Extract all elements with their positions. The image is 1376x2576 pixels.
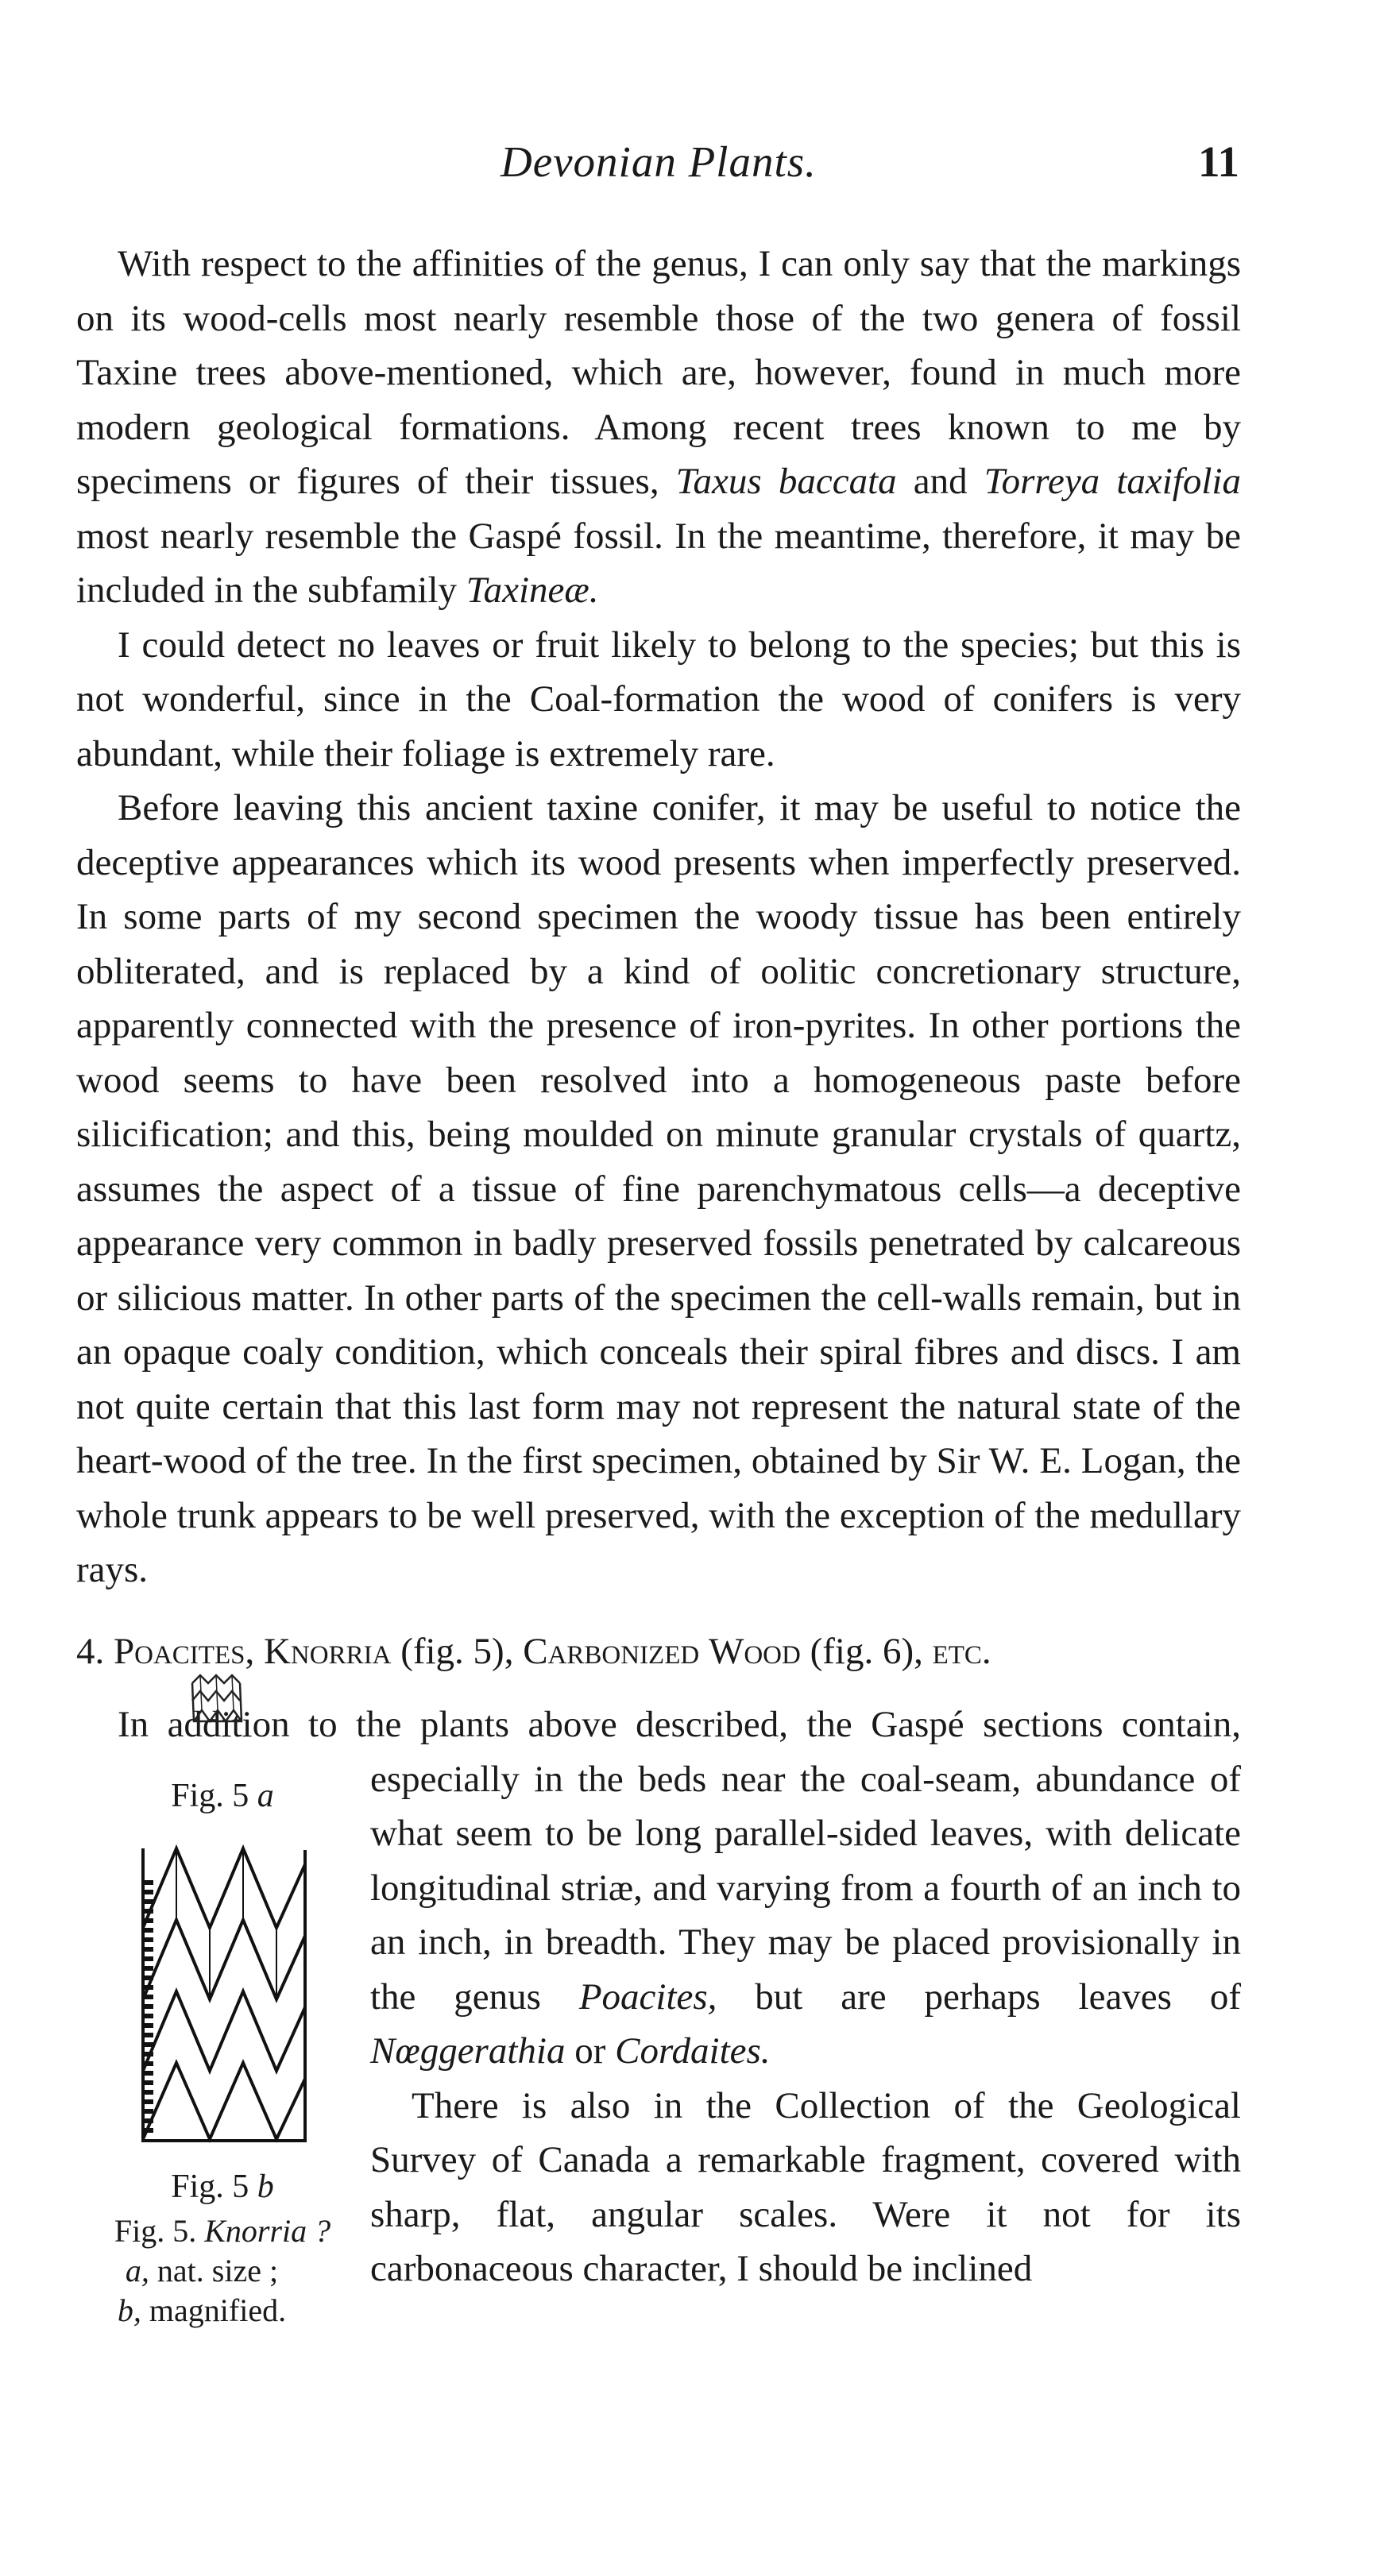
figure-label-text: Fig. 5	[171, 1777, 257, 1814]
text-run: and	[896, 461, 984, 502]
caption-genus: Knorria ?	[204, 2212, 331, 2249]
species-name: Torreya taxifolia	[984, 461, 1241, 502]
figure-5-caption	[54, 2211, 350, 2331]
figure-5b-label	[54, 2160, 350, 2215]
text-run: what seem to be long parallel-sided leaves, with delicate longitudinal striæ, and varying from a fourth of an inch to an inch, in breadth. They may be placed provisionally in the genus	[370, 1813, 1241, 2018]
section-term: Knorria	[263, 1630, 392, 1672]
knorria-natural-size-illustration	[189, 1674, 246, 1745]
section-term: etc.	[932, 1630, 991, 1672]
caption-letter: a,	[125, 2252, 149, 2288]
figure-knorria	[54, 1752, 350, 2442]
subfamily-name: Taxineæ.	[466, 570, 599, 611]
text-run: or	[565, 2030, 616, 2072]
section-term: Wood	[708, 1630, 801, 1672]
species-name: Taxus baccata	[675, 461, 897, 502]
figure-reference: (fig. 5),	[400, 1630, 514, 1672]
figure-reference: (fig. 6),	[810, 1630, 923, 1672]
caption-text: nat. size ;	[149, 2252, 279, 2288]
text-run: With respect to the affinities of the genus, I can only say that the markings on its wood-cells most nearly resemble those of the two genera of fossil Taxine trees above-mentioned, which are, however, found in much more modern geological formations. Among recent trees known to me by specimens or figures of their tissues,	[76, 243, 1241, 502]
body-text	[76, 237, 1241, 2442]
text-run: most nearly resemble the Gaspé fossil. In the meantime, therefore, it may be included in the subfamily	[76, 515, 1241, 611]
figure-label-text: Fig. 5	[171, 2168, 257, 2205]
text-run: In addition to the plants above described, the Gaspé sections contain, especially in the beds near the coal-seam, abundance of	[118, 1704, 1241, 1800]
knorria-magnified-illustration	[126, 1833, 316, 2150]
paragraph-scales-fragment: There is also in the Collection of the Geological Survey of Canada a remarkable fragment, covered with sharp, flat, angular scales. Were it not for its carbonaceous character, I should be inclined	[370, 2084, 1241, 2289]
paragraph-leaves: I could detect no leaves or fruit likely to belong to the species; but this is not wonderful, since in the Coal-formation the wood of conifers is very abundant, while their foliage is extremely rare.	[76, 624, 1241, 774]
genus-name: Poacites,	[578, 1975, 717, 2018]
running-title: Devonian Plants.	[501, 137, 817, 186]
genus-name: Nœggerathia	[370, 2030, 566, 2072]
figure-label-letter: a	[257, 1777, 274, 1814]
page-header	[0, 137, 1376, 200]
section-term: Poacites,	[114, 1630, 255, 1672]
figure-label-letter: b	[257, 2168, 274, 2205]
text-run: but are perhaps leaves of	[717, 1975, 1241, 2018]
caption-letter: b,	[117, 2292, 141, 2328]
caption-text: Fig. 5.	[114, 2212, 205, 2249]
caption-text: magnified.	[141, 2292, 287, 2328]
genus-name: Cordaites.	[615, 2030, 771, 2072]
section-term: Carbonized	[523, 1630, 700, 1672]
page-number: 11	[1198, 137, 1239, 186]
figure-5a-label	[54, 1769, 350, 1824]
paragraph-deceptive-appearances: Before leaving this ancient taxine conifer, it may be useful to notice the deceptive appearances which its wood presents when imperfectly preserved. In some parts of my second specimen the woody tissue has been entirely obliterated, and is replaced by a kind of oolitic concretionary structure, apparently connected with the presence of iron-pyrites. In other portions the wood seems to have been resolved into a homogeneous paste before silicification; and this, being moulded on minute granular crystals of quartz, assumes the aspect of a tissue of fine parenchymatous cells—a deceptive appearance very common in badly preserved fossils penetrated by calcareous or silicious matter. In other parts of the specimen the cell-walls remain, but in an opaque coaly condition, which conceals their spiral fibres and discs. I am not quite certain that this last form may not represent the natural state of the heart-wood of the tree. In the first specimen, obtained by Sir W. E. Logan, the whole trunk appears to be well preserved, with the exception of the medullary rays.	[76, 787, 1241, 1590]
section-number: 4.	[76, 1630, 105, 1672]
paragraph-affinities	[76, 237, 1241, 618]
section-heading	[76, 1624, 1241, 1679]
